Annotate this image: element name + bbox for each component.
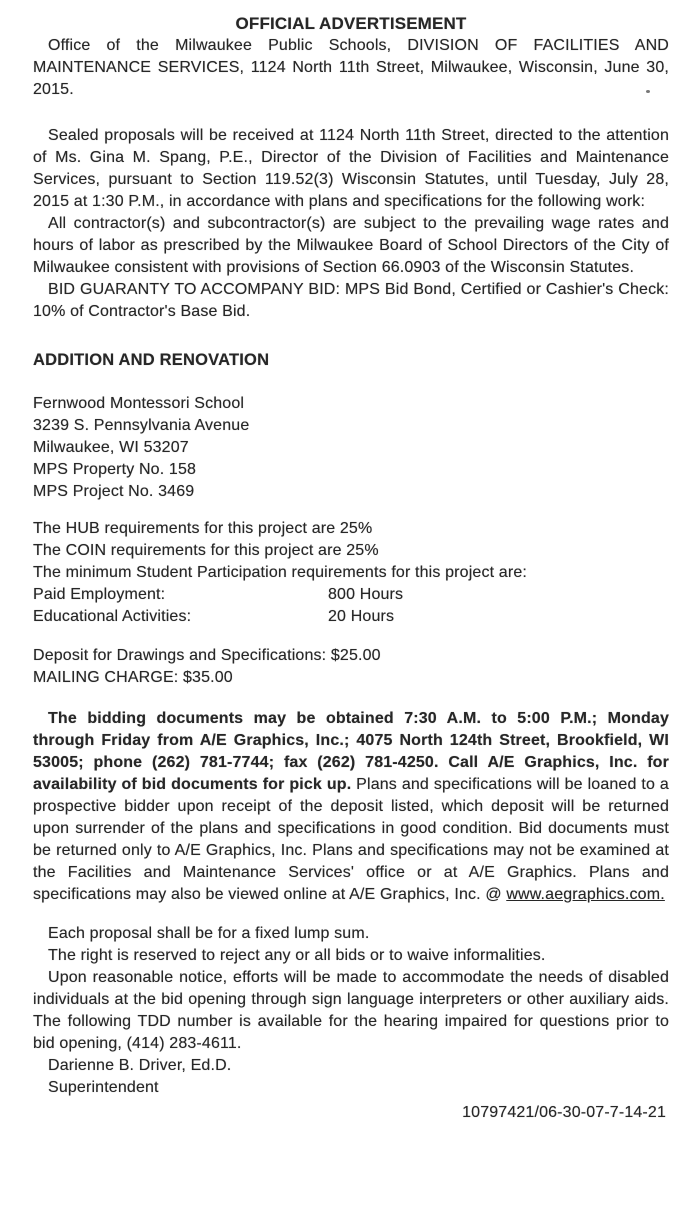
school-name-line: Fernwood Montessori School xyxy=(33,395,245,412)
educational-activities-row xyxy=(33,606,669,628)
paragraph-bidding-documents xyxy=(33,708,669,906)
hub-requirement-line: The HUB requirements for this project are 25% xyxy=(33,520,373,537)
mps-project-number-line: MPS Project No. 3469 xyxy=(33,483,195,500)
paragraph-contractors-wage: All contractor(s) and subcontractor(s) are subject to the prevailing wage rates and hours of labor as prescribed by the Milwaukee Board of School Directors of the City of Milwaukee consistent with provisions of Section 66.0903 of the Wisconsin Statutes. xyxy=(33,215,669,276)
paragraph-lump-sum: Each proposal shall be for a fixed lump sum. xyxy=(48,925,370,942)
project-address-block xyxy=(33,393,669,503)
paragraph-accommodations: Upon reasonable notice, efforts will be made to accommodate the needs of disabled individuals at the bid opening through sign language interpreters or other auxiliary aids. The following TDD number is available for the hearing impaired for questions prior to bid opening, (414) 283-4611. xyxy=(33,969,669,1052)
paid-employment-value: 800 Hours xyxy=(328,586,404,603)
aegraphics-url-link[interactable]: www.aegraphics.com. xyxy=(506,886,665,903)
signature-block xyxy=(33,1055,669,1099)
paid-employment-row xyxy=(33,584,669,606)
street-address-line: 3239 S. Pennsylvania Avenue xyxy=(33,417,250,434)
advertisement-reference-number: 10797421/06-30-07-7-14-21 xyxy=(462,1104,666,1121)
requirements-block xyxy=(33,518,669,628)
bidding-documents-bold-text: The bidding documents may be obtained 7:30 A.M. to 5:00 P.M.; Monday through Friday from A/E Graphics, Inc.; 4075 North 124th Street, Brookfield, WI 53005; phone (262) 781-7744; fax (262) 781-4250. Call A/E Graphics, Inc. for availability of bid documents for pick up. xyxy=(33,710,669,793)
bidding-documents-regular-text: Plans and specifications will be loaned to a prospective bidder upon receipt of the deposit listed, which deposit will be returned upon surrender of the plans and specifications in good condition. Bid documents must be returned only to A/E Graphics, Inc. Plans and specifications may not be examined at the Facilities and Maintenance Services' office or at A/E Graphics. Plans and specifications may also be viewed online at A/E Graphics, Inc. @ xyxy=(33,776,669,903)
mps-property-number-line: MPS Property No. 158 xyxy=(33,461,197,478)
section-heading-addition-renovation: ADDITION AND RENOVATION xyxy=(33,351,270,369)
coin-requirement-line: The COIN requirements for this project are 25% xyxy=(33,542,379,559)
paragraph-right-reserved: The right is reserved to reject any or all bids or to waive informalities. xyxy=(48,947,546,964)
paragraph-sealed-proposals: Sealed proposals will be received at 1124 North 11th Street, directed to the attention of Ms. Gina M. Spang, P.E., Director of the Division of Facilities and Maintenance Services, pursuant to Section 119.52(3) Wisconsin Statutes, until Tuesday, July 28, 2015 at 1:30 P.M., in accordance with plans and specifications for the following work: xyxy=(33,127,669,210)
scan-artifact-dot xyxy=(646,90,650,93)
deposit-amount-line: Deposit for Drawings and Specifications: $25.00 xyxy=(33,647,381,664)
deposit-block xyxy=(33,645,669,689)
paragraph-office: Office of the Milwaukee Public Schools, DIVISION OF FACILITIES AND MAINTENANCE SERVICES, 1124 North 11th Street, Milwaukee, Wisconsin, June 30, 2015. xyxy=(33,37,669,98)
superintendent-name-line: Darienne B. Driver, Ed.D. xyxy=(48,1057,232,1074)
student-participation-line: The minimum Student Participation requirements for this project are: xyxy=(33,564,527,581)
mailing-charge-line: MAILING CHARGE: $35.00 xyxy=(33,669,233,686)
city-state-zip-line: Milwaukee, WI 53207 xyxy=(33,439,189,456)
educational-activities-label: Educational Activities: xyxy=(33,608,192,625)
superintendent-title-line: Superintendent xyxy=(48,1079,159,1096)
paragraph-bid-guaranty: BID GUARANTY TO ACCOMPANY BID: MPS Bid Bond, Certified or Cashier's Check: 10% of Contractor's Base Bid. xyxy=(33,281,669,320)
paid-employment-label: Paid Employment: xyxy=(33,586,166,603)
document-title: OFFICIAL ADVERTISEMENT xyxy=(235,14,467,33)
educational-activities-value: 20 Hours xyxy=(328,608,395,625)
